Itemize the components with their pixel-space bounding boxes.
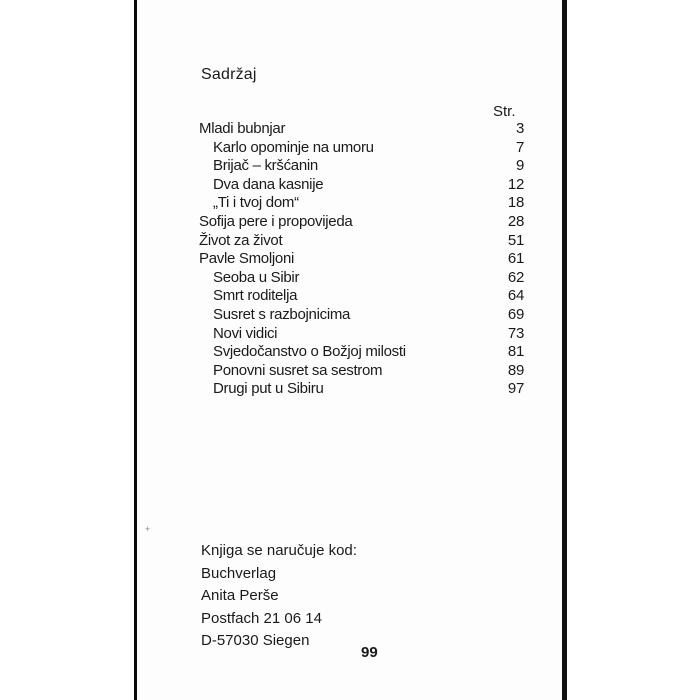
toc-entry-page: 64 bbox=[507, 287, 524, 305]
toc-entry-title: Susret s razbojnicima bbox=[213, 305, 351, 323]
corner-mark: + bbox=[145, 524, 151, 534]
toc-entry-title: Mladi bubnjar bbox=[199, 120, 286, 137]
toc-entry-page: 12 bbox=[507, 175, 524, 193]
book-page bbox=[137, 0, 562, 700]
order-publisher: Buchverlag bbox=[201, 564, 277, 582]
toc-entry bbox=[199, 269, 524, 288]
toc-entry-page: 7 bbox=[515, 138, 524, 156]
toc-entry-page: 9 bbox=[515, 157, 524, 175]
toc-entry-title: Smrt roditelja bbox=[213, 287, 298, 305]
toc-entry bbox=[199, 157, 524, 176]
toc-entry bbox=[199, 380, 524, 399]
toc-entry-title: Seoba u Sibir bbox=[213, 268, 300, 286]
toc-entry-title: Sofija pere i propovijeda bbox=[199, 212, 353, 230]
page-column-label: Str. bbox=[493, 103, 516, 120]
toc-entry-page: 28 bbox=[507, 212, 524, 230]
toc-entry-title: Novi vidici bbox=[213, 324, 278, 342]
toc-entry bbox=[199, 362, 524, 381]
toc-entry bbox=[199, 139, 524, 158]
toc-entry bbox=[199, 120, 524, 139]
toc-entry bbox=[199, 325, 524, 344]
toc-entry bbox=[199, 176, 524, 195]
order-postfach: Postfach 21 06 14 bbox=[201, 609, 322, 627]
toc-entry-page: 89 bbox=[507, 361, 524, 379]
toc-entry bbox=[199, 306, 524, 325]
toc-entry-title: Drugi put u Sibiru bbox=[213, 380, 324, 398]
toc-entry bbox=[199, 232, 524, 251]
page-number: 99 bbox=[361, 644, 378, 661]
toc-entry-page: 61 bbox=[507, 250, 524, 268]
page-title: Sadržaj bbox=[201, 66, 257, 83]
toc-entry-title: Dva dana kasnije bbox=[213, 175, 324, 193]
scan-border-right bbox=[562, 0, 700, 700]
toc-entry-title: Svjedočanstvo o Božjoj milosti bbox=[213, 343, 406, 361]
toc-entry bbox=[199, 194, 524, 213]
toc-entry-title: Ponovni susret sa sestrom bbox=[213, 361, 383, 379]
order-name: Anita Perše bbox=[201, 587, 279, 604]
toc-entry-title: „Ti i tvoj dom“ bbox=[213, 194, 299, 212]
toc-entry-page: 62 bbox=[507, 268, 524, 286]
toc-entry-page: 81 bbox=[507, 343, 524, 361]
toc-entry-page: 97 bbox=[507, 380, 524, 398]
toc-entry-title: Brijač – kršćanin bbox=[213, 157, 318, 175]
scan-border-left bbox=[0, 0, 137, 700]
toc-entry bbox=[199, 287, 524, 306]
order-city: D-57030 Siegen bbox=[201, 632, 310, 649]
toc-entry-page: 3 bbox=[515, 120, 524, 137]
toc-entry-title: Život za život bbox=[199, 231, 283, 249]
toc-entry bbox=[199, 343, 524, 362]
toc-entry bbox=[199, 213, 524, 232]
toc-entry-page: 18 bbox=[507, 194, 524, 212]
table-of-contents bbox=[199, 120, 524, 399]
toc-entry-page: 73 bbox=[507, 324, 524, 342]
toc-entry-title: Pavle Smoljoni bbox=[199, 250, 295, 268]
toc-entry-title: Karlo opominje na umoru bbox=[213, 138, 374, 156]
order-intro: Knjiga se naručuje kod: bbox=[201, 542, 357, 559]
toc-entry-page: 51 bbox=[507, 231, 524, 249]
toc-entry-page: 69 bbox=[507, 305, 524, 323]
order-info bbox=[201, 540, 357, 653]
toc-entry bbox=[199, 250, 524, 269]
